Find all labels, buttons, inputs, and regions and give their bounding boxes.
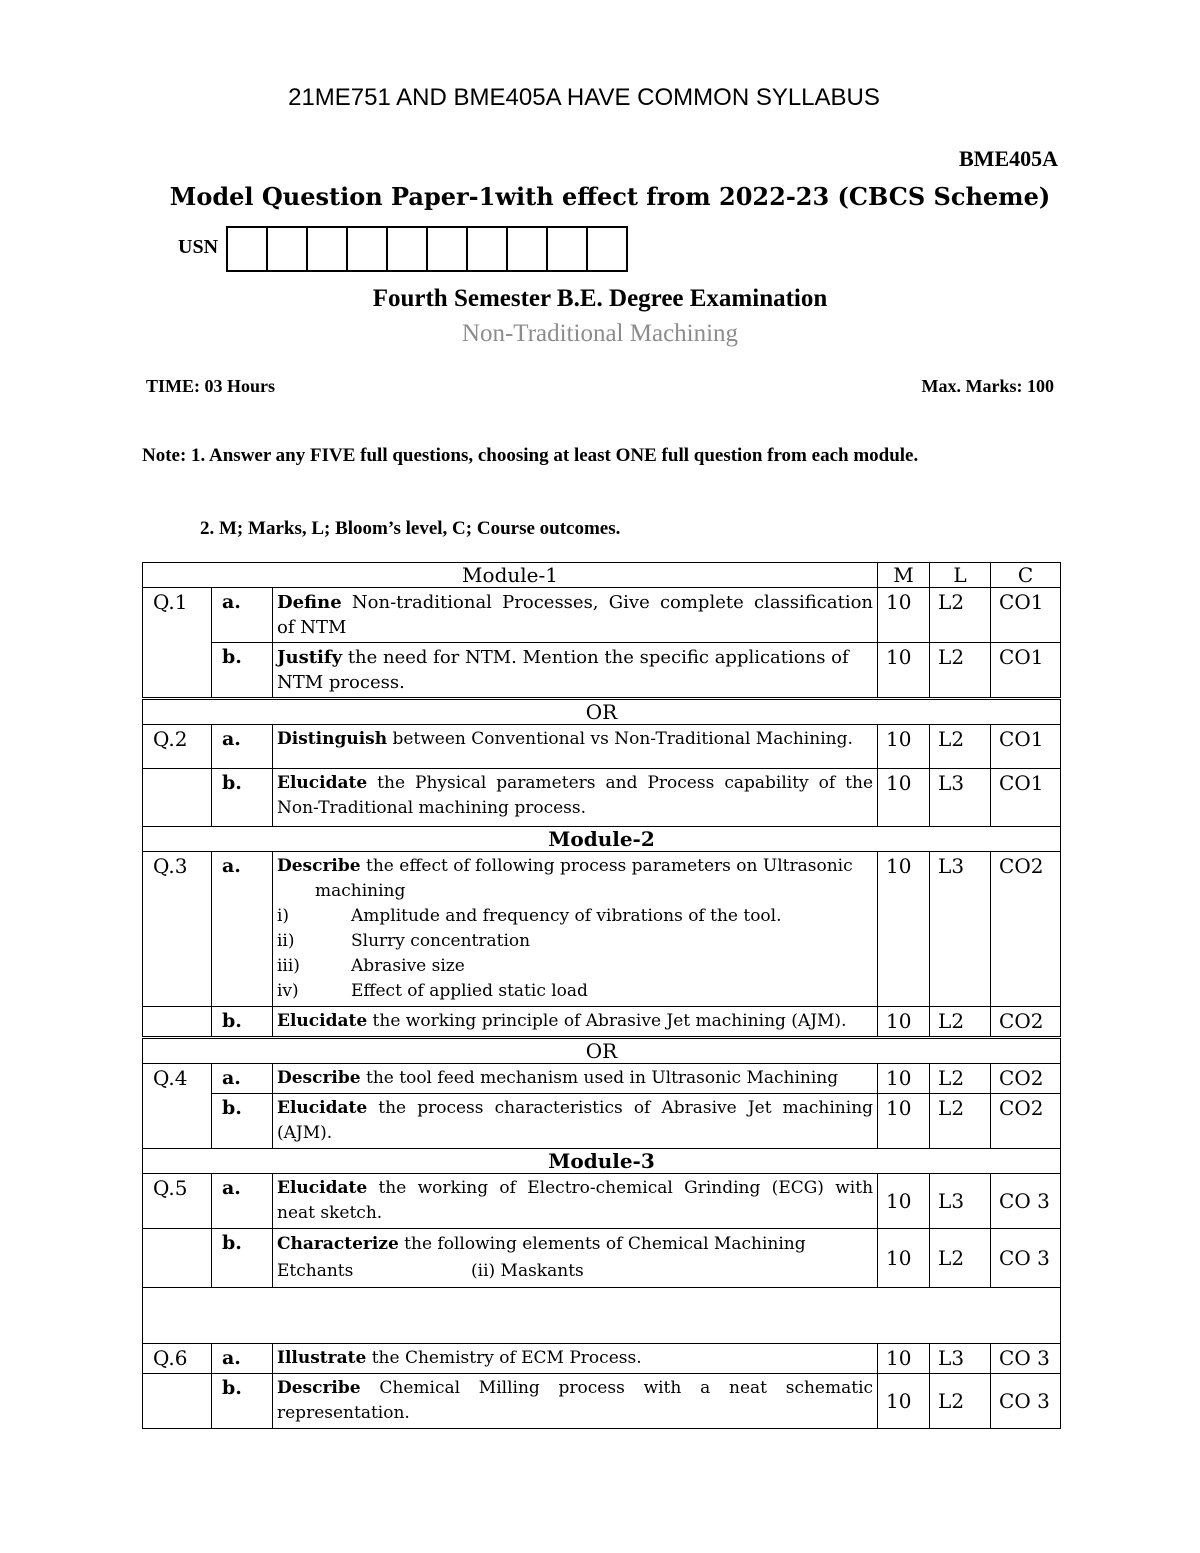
question-text — [273, 588, 878, 643]
sub-label: b. — [212, 1374, 273, 1429]
bloom-level-cell: L3 — [930, 1174, 991, 1229]
sub-label: b. — [212, 1229, 273, 1288]
col-m-heading: M — [878, 563, 930, 588]
question-number: Q.6 — [143, 1344, 212, 1374]
question-number-empty — [143, 1374, 212, 1429]
question-text — [273, 769, 878, 827]
bloom-level-cell: L3 — [930, 852, 991, 1007]
question-body: the effect of following process parameters on Ultrasonic — [360, 856, 853, 876]
question-number: Q.5 — [143, 1174, 212, 1229]
marks-cell: 10 — [878, 852, 930, 1007]
sub-label: a. — [212, 852, 273, 1007]
question-row — [143, 725, 1061, 769]
question-number-empty — [143, 1229, 212, 1288]
bloom-level-cell: L2 — [930, 1094, 991, 1149]
question-text — [273, 1064, 878, 1094]
usn-box[interactable] — [468, 226, 508, 272]
module-3-heading: Module-3 — [143, 1149, 1061, 1174]
course-outcome-cell: CO 3 — [991, 1229, 1061, 1288]
question-text — [273, 1374, 878, 1429]
bloom-level-cell: L2 — [930, 1229, 991, 1288]
col-c-heading: C — [991, 563, 1061, 588]
marks-cell: 10 — [878, 1174, 930, 1229]
or-divider: OR — [143, 699, 1061, 725]
blank-spacer-row — [143, 1288, 1061, 1344]
question-body: the need for NTM. Mention the specific applications of NTM process. — [277, 647, 849, 693]
sub-label: b. — [212, 1094, 273, 1149]
question-row — [143, 1229, 1061, 1288]
question-body: the working principle of Abrasive Jet machining (AJM). — [367, 1011, 847, 1031]
exam-title: Fourth Semester B.E. Degree Examination — [372, 285, 828, 312]
exam-time: TIME: 03 Hours — [146, 376, 276, 396]
usn-boxes — [226, 226, 628, 272]
list-item: i) Amplitude and frequency of vibrations of the tool. — [277, 906, 782, 926]
bloom-level-cell: L3 — [930, 1344, 991, 1374]
col-l-heading: L — [930, 563, 991, 588]
question-table — [142, 562, 1061, 1429]
course-code: BME405A — [959, 146, 1058, 171]
question-row — [143, 1344, 1061, 1374]
question-number: Q.3 — [143, 852, 212, 1007]
usn-box[interactable] — [548, 226, 588, 272]
question-body: Non-traditional Processes, Give complete classification of NTM — [277, 592, 874, 638]
module-header-row — [143, 1149, 1061, 1174]
sub-label: b. — [212, 1007, 273, 1038]
list-item: iii) Abrasive size — [277, 956, 465, 976]
question-text — [273, 725, 878, 769]
course-outcome-cell: CO2 — [991, 852, 1061, 1007]
question-verb: Elucidate — [277, 773, 368, 793]
sub-label: a. — [212, 1064, 273, 1094]
sub-label: b. — [212, 643, 273, 699]
usn-box[interactable] — [228, 226, 268, 272]
course-outcome-cell: CO1 — [991, 643, 1061, 699]
note-2: 2. M; Marks, L; Bloom’s level, C; Course outcomes. — [200, 518, 621, 539]
sub-label: a. — [212, 725, 273, 769]
bloom-level-cell: L2 — [930, 588, 991, 643]
sub-label: a. — [212, 1174, 273, 1229]
sub-label: a. — [212, 1344, 273, 1374]
module-2-heading: Module-2 — [143, 827, 1061, 852]
or-row — [143, 1038, 1061, 1064]
course-outcome-cell: CO2 — [991, 1064, 1061, 1094]
module-1-heading: Module-1 — [143, 563, 878, 588]
marks-cell: 10 — [878, 588, 930, 643]
question-body: the tool feed mechanism used in Ultrasonic Machining — [360, 1068, 839, 1088]
option-maskants: (ii) Maskants — [471, 1261, 584, 1281]
question-body: the Chemistry of ECM Process. — [366, 1348, 642, 1368]
marks-cell: 10 — [878, 1007, 930, 1038]
course-outcome-cell: CO 3 — [991, 1174, 1061, 1229]
question-row — [143, 769, 1061, 827]
bloom-level-cell: L3 — [930, 769, 991, 827]
question-body: the following elements of Chemical Machining — [398, 1234, 806, 1254]
question-body-continued: machining — [315, 881, 406, 901]
course-outcome-cell: CO1 — [991, 725, 1061, 769]
max-marks: Max. Marks: 100 — [921, 376, 1054, 396]
question-verb: Define — [277, 592, 342, 613]
usn-box[interactable] — [428, 226, 468, 272]
course-outcome-cell: CO 3 — [991, 1344, 1061, 1374]
usn-box[interactable] — [348, 226, 388, 272]
question-row — [143, 1374, 1061, 1429]
usn-box[interactable] — [508, 226, 548, 272]
paper-title: Model Question Paper-1with effect from 2022-23 (CBCS Scheme) — [169, 182, 1051, 211]
question-verb: Illustrate — [277, 1348, 367, 1368]
usn-box[interactable] — [308, 226, 348, 272]
question-row — [143, 1007, 1061, 1038]
question-verb: Describe — [277, 1378, 361, 1398]
question-row — [143, 852, 1061, 1007]
question-verb: Describe — [277, 1068, 361, 1088]
question-row — [143, 1174, 1061, 1229]
syllabus-heading: 21ME751 AND BME405A HAVE COMMON SYLLABUS — [288, 84, 880, 111]
question-row — [143, 1064, 1061, 1094]
course-outcome-cell: CO 3 — [991, 1374, 1061, 1429]
blank-cell — [143, 1288, 1061, 1344]
question-text — [273, 1094, 878, 1149]
question-row — [143, 588, 1061, 643]
sub-label: a. — [212, 588, 273, 643]
question-row — [143, 643, 1061, 699]
course-outcome-cell: CO2 — [991, 1094, 1061, 1149]
usn-box[interactable] — [388, 226, 428, 272]
marks-cell: 10 — [878, 769, 930, 827]
sub-label: b. — [212, 769, 273, 827]
question-row — [143, 1094, 1061, 1149]
question-body: the working of Electro-chemical Grinding (ECG) with neat sketch. — [277, 1178, 874, 1223]
question-number-empty — [143, 1007, 212, 1038]
course-outcome-cell: CO1 — [991, 769, 1061, 827]
marks-cell: 10 — [878, 1064, 930, 1094]
course-outcome-cell: CO2 — [991, 1007, 1061, 1038]
question-verb: Elucidate — [277, 1098, 368, 1118]
question-verb: Distinguish — [277, 729, 388, 749]
marks-cell: 10 — [878, 1344, 930, 1374]
bloom-level-cell: L2 — [930, 1064, 991, 1094]
question-verb: Characterize — [277, 1234, 399, 1254]
bloom-level-cell: L2 — [930, 1007, 991, 1038]
bloom-level-cell: L2 — [930, 643, 991, 699]
marks-cell: 10 — [878, 1374, 930, 1429]
marks-cell: 10 — [878, 643, 930, 699]
question-verb: Elucidate — [277, 1011, 368, 1031]
question-text — [273, 1007, 878, 1038]
usn-label: USN — [178, 236, 219, 258]
question-text — [273, 1229, 878, 1288]
note-1: Note: 1. Answer any FIVE full questions, choosing at least ONE full question from each module. — [142, 445, 919, 466]
option-etchants: Etchants — [277, 1261, 354, 1281]
question-body: between Conventional vs Non-Traditional Machining. — [387, 729, 853, 749]
list-item: iv) Effect of applied static load — [277, 981, 588, 1001]
question-body: the Physical parameters and Process capability of the Non-Traditional machining process. — [277, 773, 874, 818]
or-divider: OR — [143, 1038, 1061, 1064]
question-body: Chemical Milling process with a neat schematic representation. — [277, 1378, 874, 1423]
question-text — [273, 1174, 878, 1229]
marks-cell: 10 — [878, 1094, 930, 1149]
question-verb: Elucidate — [277, 1178, 368, 1198]
question-number: Q.4 — [143, 1064, 212, 1149]
marks-cell: 10 — [878, 725, 930, 769]
question-number-empty — [143, 769, 212, 827]
usn-box[interactable] — [588, 226, 628, 272]
course-outcome-cell: CO1 — [991, 588, 1061, 643]
bloom-level-cell: L2 — [930, 725, 991, 769]
usn-box[interactable] — [268, 226, 308, 272]
module-header-row — [143, 563, 1061, 588]
marks-cell: 10 — [878, 1229, 930, 1288]
list-item: ii) Slurry concentration — [277, 931, 531, 951]
or-row — [143, 699, 1061, 725]
question-verb: Describe — [277, 856, 361, 876]
question-body: the process characteristics of Abrasive Jet machining (AJM). — [277, 1098, 874, 1143]
question-number: Q.1 — [143, 588, 212, 699]
question-number: Q.2 — [143, 725, 212, 769]
question-text — [273, 643, 878, 699]
question-text — [273, 852, 878, 1007]
question-text — [273, 1344, 878, 1374]
subject-title: Non-Traditional Machining — [461, 320, 739, 347]
question-verb: Justify — [277, 647, 343, 668]
bloom-level-cell: L2 — [930, 1374, 991, 1429]
module-header-row — [143, 827, 1061, 852]
